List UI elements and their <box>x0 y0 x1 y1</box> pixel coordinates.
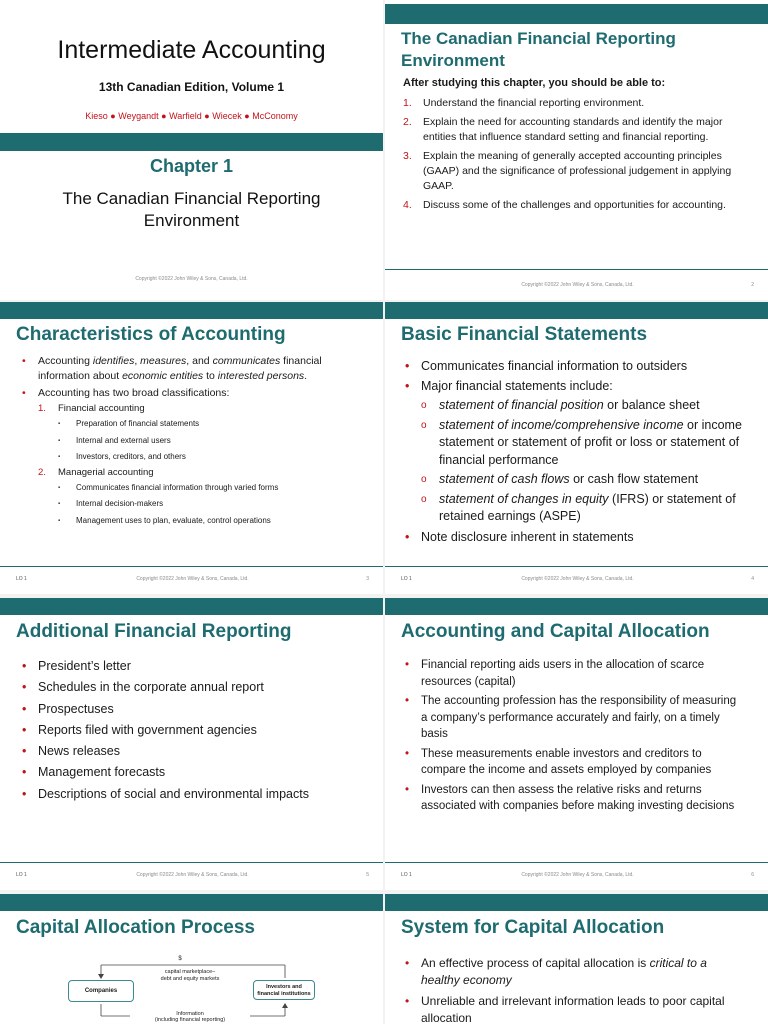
learning-objective: LO 1 <box>16 872 27 878</box>
slide-body <box>18 354 363 529</box>
footer <box>401 872 754 882</box>
bullet-list <box>18 354 363 401</box>
slide-2 <box>385 0 768 300</box>
capital-allocation-diagram <box>0 894 383 1024</box>
objectives-list <box>403 96 744 213</box>
title: Intermediate Accounting <box>57 36 326 64</box>
list-item: o statement of income/comprehensive income or income statement or statement of profit or loss or statement of financial performance <box>419 417 750 470</box>
slide-3 <box>0 302 383 594</box>
copyright: Copyright ©2022 John Wiley & Sons, Canada, Ltd. <box>136 872 249 878</box>
dollar-label: $ <box>178 956 182 962</box>
list-item: 2. Managerial accounting ▪ Communicates financial information through varied forms ▪ Internal decision-makers ▪ Management uses to plan, evaluate, control operations <box>38 466 363 530</box>
page-number: 6 <box>751 872 754 878</box>
list-item: • President’s letter <box>18 656 363 677</box>
slide-8 <box>385 894 768 1024</box>
list-item: • The accounting profession has the responsibility of measuring a company’s performance accurately and fairly, on a timely basis <box>401 693 744 743</box>
slide-title: The Canadian Financial Reporting Environment <box>401 29 676 70</box>
copyright: Copyright ©2022 John Wiley & Sons, Canada, Ltd. <box>521 872 634 878</box>
market-label: capital marketplace– debt and equity markets <box>160 969 220 982</box>
chapter-title <box>0 188 383 232</box>
author: Wiecek <box>212 111 242 121</box>
slide-title: Characteristics of Accounting <box>16 324 286 345</box>
bullet-list <box>401 955 744 1024</box>
author-separator: ● <box>161 111 167 121</box>
list-item: • Unreliable and irrelevant information leads to poor capital allocation <box>401 993 744 1024</box>
information-label: Information (including financial reporting) <box>130 1011 250 1023</box>
list-item: • Descriptions of social and environmental impacts <box>18 784 363 805</box>
sub-list <box>419 397 750 526</box>
header-bar <box>0 598 383 615</box>
list-item: ▪ Communicates financial information through varied forms <box>58 480 363 497</box>
divider-bar <box>0 133 383 151</box>
chapter-title-line: The Canadian Financial Reporting <box>62 189 321 208</box>
list-item: • Investors can then assess the relative risks and returns associated with companies before making investing decisions <box>401 782 744 815</box>
list-item: • Communicates financial information to outsiders <box>401 358 750 376</box>
slide-7 <box>0 894 383 1024</box>
sub-list <box>58 480 363 530</box>
page-number: 4 <box>751 576 754 582</box>
copyright: Copyright ©2022 John Wiley & Sons, Canada, Ltd. <box>521 576 634 582</box>
list-item: 4. Discuss some of the challenges and opportunities for accounting. <box>403 199 726 211</box>
list-item: • These measurements enable investors and creditors to compare the income and assets employed by companies <box>401 746 744 779</box>
footer <box>401 576 754 586</box>
classification-list <box>38 402 363 529</box>
footer <box>16 872 369 882</box>
footer <box>16 576 369 586</box>
sub-list <box>58 416 363 466</box>
companies-box: Companies <box>68 980 134 1002</box>
footer-line <box>385 862 768 863</box>
chapter-title-line: Environment <box>143 211 240 230</box>
slide-title: Capital Allocation Process <box>16 917 255 938</box>
header-bar <box>0 302 383 319</box>
list-item: 3. Explain the meaning of generally accepted accounting principles (GAAP) and the significance of professional judgement in applying GAAP. <box>403 150 732 192</box>
bullet-list <box>18 656 363 805</box>
author: McConomy <box>252 111 298 121</box>
bullet-list <box>401 358 750 546</box>
author: Weygandt <box>118 111 159 121</box>
list-item: ▪ Management uses to plan, evaluate, control operations <box>58 513 363 530</box>
list-item: • Schedules in the corporate annual report <box>18 677 363 698</box>
slide-body <box>401 358 750 546</box>
intro-text: After studying this chapter, you should be able to: <box>403 77 666 89</box>
author: Warfield <box>169 111 202 121</box>
investors-box: Investors and financial institutions <box>253 980 315 1000</box>
slide-6 <box>385 598 768 890</box>
author-separator: ● <box>244 111 250 121</box>
footer <box>401 282 754 292</box>
list-item: • Management forecasts <box>18 762 363 783</box>
author-separator: ● <box>204 111 210 121</box>
slide-5 <box>0 598 383 890</box>
slide-title: Basic Financial Statements <box>401 324 648 345</box>
list-item: • Note disclosure inherent in statements <box>401 529 750 547</box>
list-item: o statement of changes in equity (IFRS) or statement of retained earnings (ASPE) <box>419 491 750 526</box>
learning-objective: LO 1 <box>401 872 412 878</box>
header-bar <box>385 598 768 615</box>
author: Kieso <box>85 111 108 121</box>
list-item: • Accounting identifies, measures, and communicates financial information about economic entities to interested persons. <box>18 354 363 384</box>
bullet-list <box>401 657 744 815</box>
list-item: • Reports filed with government agencies <box>18 720 363 741</box>
list-item: • News releases <box>18 741 363 762</box>
page-number: 2 <box>751 282 754 288</box>
chapter-number: Chapter 1 <box>149 156 234 176</box>
list-item: • Prospectuses <box>18 699 363 720</box>
list-item: • Accounting has two broad classifications: <box>18 386 363 401</box>
list-item: o statement of cash flows or cash flow statement <box>419 471 750 489</box>
list-item: 1. Financial accounting ▪ Preparation of financial statements ▪ Internal and external users ▪ Investors, creditors, and others <box>38 402 363 466</box>
slide-title: Accounting and Capital Allocation <box>401 621 710 642</box>
header-bar <box>385 4 768 24</box>
slide-title: Additional Financial Reporting <box>16 621 292 642</box>
list-item: 1. Understand the financial reporting environment. <box>403 97 645 109</box>
diagram-arrows <box>0 894 383 1024</box>
slide-4 <box>385 302 768 594</box>
list-item: ▪ Internal decision-makers <box>58 496 363 513</box>
page-number: 3 <box>366 576 369 582</box>
list-item: ▪ Internal and external users <box>58 433 363 450</box>
list-item: • Financial reporting aids users in the allocation of scarce resources (capital) <box>401 657 744 690</box>
list-item: ▪ Investors, creditors, and others <box>58 449 363 466</box>
copyright: Copyright ©2022 John Wiley & Sons, Canada, Ltd. <box>521 282 634 288</box>
list-item: • An effective process of capital allocation is critical to a healthy economy <box>401 955 744 989</box>
copyright: Copyright ©2022 John Wiley & Sons, Canada, Ltd. <box>136 576 249 582</box>
authors <box>0 111 383 121</box>
edition: 13th Canadian Edition, Volume 1 <box>98 80 285 94</box>
list-item: o statement of financial position or balance sheet <box>419 397 750 415</box>
footer-line <box>385 269 768 270</box>
header-bar <box>385 894 768 911</box>
author-separator: ● <box>110 111 116 121</box>
list-item: • Major financial statements include: o statement of financial position or balance sheet o statement of income/comprehensive income or income statement or statement of profit or loss or statement of financial performance o statement of cash flows or cash flow statement o statement of changes in equity (IFRS) or statement of retained earnings (ASPE) <box>401 378 750 526</box>
list-item: ▪ Preparation of financial statements <box>58 416 363 433</box>
page-number: 5 <box>366 872 369 878</box>
list-item: 2. Explain the need for accounting standards and identify the major entities that influence standard setting and financial reporting. <box>403 116 723 143</box>
footer-line <box>385 566 768 567</box>
learning-objective: LO 1 <box>401 576 412 582</box>
copyright: Copyright ©2022 John Wiley & Sons, Canada, Ltd. <box>135 276 248 282</box>
footer-line <box>0 862 383 863</box>
slide-title: System for Capital Allocation <box>401 917 665 938</box>
learning-objective: LO 1 <box>16 576 27 582</box>
slide-1 <box>0 0 383 300</box>
footer-line <box>0 566 383 567</box>
header-bar <box>385 302 768 319</box>
